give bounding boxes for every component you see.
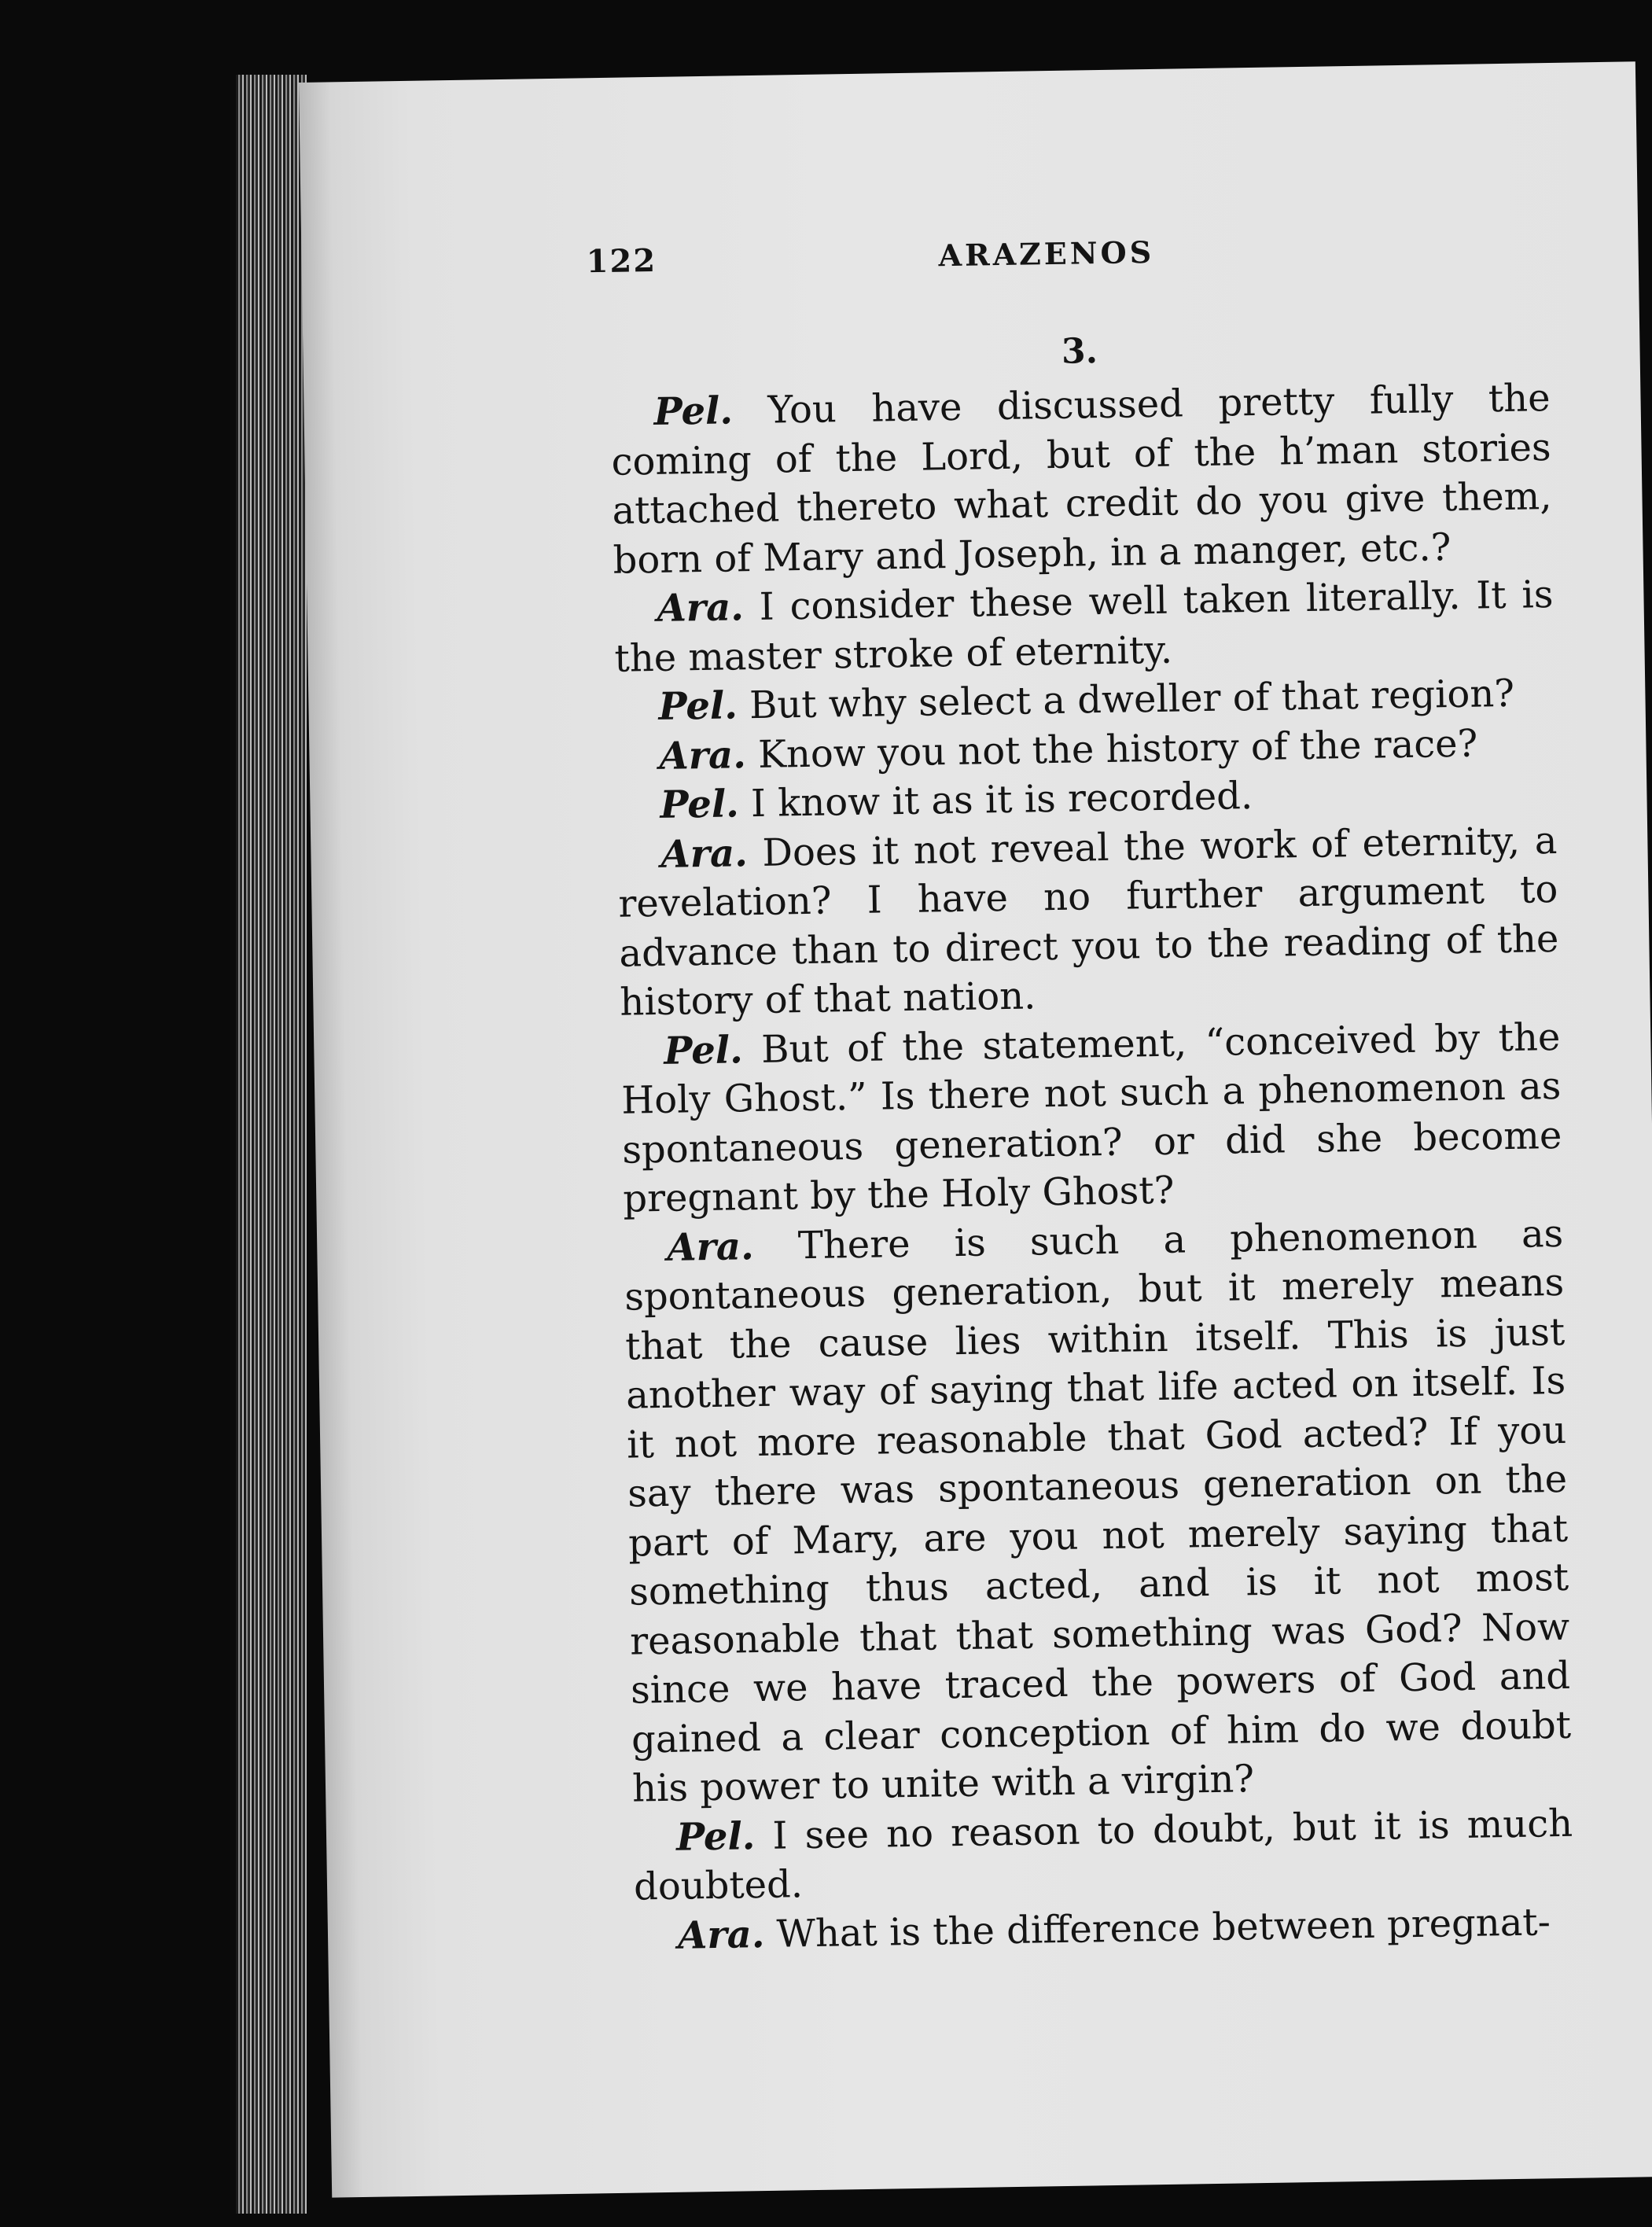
speaker-label: Ara. [659, 732, 747, 779]
speaker-label: Pel. [675, 1813, 756, 1860]
speaker-label: Ara. [657, 585, 745, 631]
section-number: 3. [1061, 331, 1098, 372]
paragraph-text: There is such a phenomenon as spontaneous generation, but it merely means that the cause lies within itself. This is just another way of saying that life acted on itself. Is it not more reasonable that God acted? If you say there was spontaneous generation on the part of Mary, are you not merely saying that something thus acted, and is it not most reasonable that that something was God? Now since we have traced the powers of God and gained a clear conception of him do we doubt his power to unite with a virgin? [624, 1211, 1572, 1811]
dialogue-paragraph [610, 374, 1553, 585]
paragraph-text: What is the difference between pregnat- [776, 1899, 1551, 1956]
page-number: 122 [586, 241, 657, 281]
dialogue-body [610, 374, 1574, 1961]
running-head [586, 228, 1548, 290]
paragraph-text: You have discussed pretty fully the coming of the Lord, but of the h’man stories attached thereto what credit do you give them, born of Mary and Joseph, in a manger, etc.? [611, 376, 1552, 583]
speaker-label: Ara. [677, 1912, 765, 1958]
speaker-label: Ara. [660, 830, 749, 877]
dialogue-paragraph [613, 570, 1554, 683]
dialogue-paragraph [624, 1209, 1573, 1813]
paragraph-text: I see no reason to doubt, but it is much doubted. [633, 1801, 1573, 1909]
book-page [299, 61, 1652, 2197]
speaker-label: Ara. [666, 1224, 755, 1270]
page-content [586, 228, 1574, 1961]
speaker-label: Pel. [658, 683, 738, 729]
page-edges [236, 75, 307, 2214]
dialogue-paragraph [617, 815, 1560, 1027]
paragraph-text: But of the statement, “conceived by the Holy Ghost.” Is there not such a phenomenon as spontaneous generation? or did she become pregnant by the Holy Ghost? [620, 1014, 1562, 1221]
speaker-label: Pel. [660, 782, 740, 827]
speaker-label: Pel. [663, 1027, 744, 1073]
paragraph-text: But why select a dweller of that region? [749, 671, 1515, 728]
speaker-label: Pel. [653, 388, 734, 434]
paragraph-text: I consider these well taken literally. It is the master stroke of eternity. [614, 572, 1554, 681]
paragraph-text: Does it not reveal the work of eternity, a revelation? I have no further argument to advance than to direct you to the reading of the history of that nation. [618, 818, 1559, 1025]
running-title: ARAZENOS [938, 234, 1155, 274]
dialogue-paragraph [633, 1798, 1574, 1912]
paragraph-text: Know you not the history of the race? [757, 721, 1478, 777]
dialogue-paragraph [620, 1012, 1563, 1224]
paragraph-text: I know it as it is recorded. [750, 774, 1253, 826]
